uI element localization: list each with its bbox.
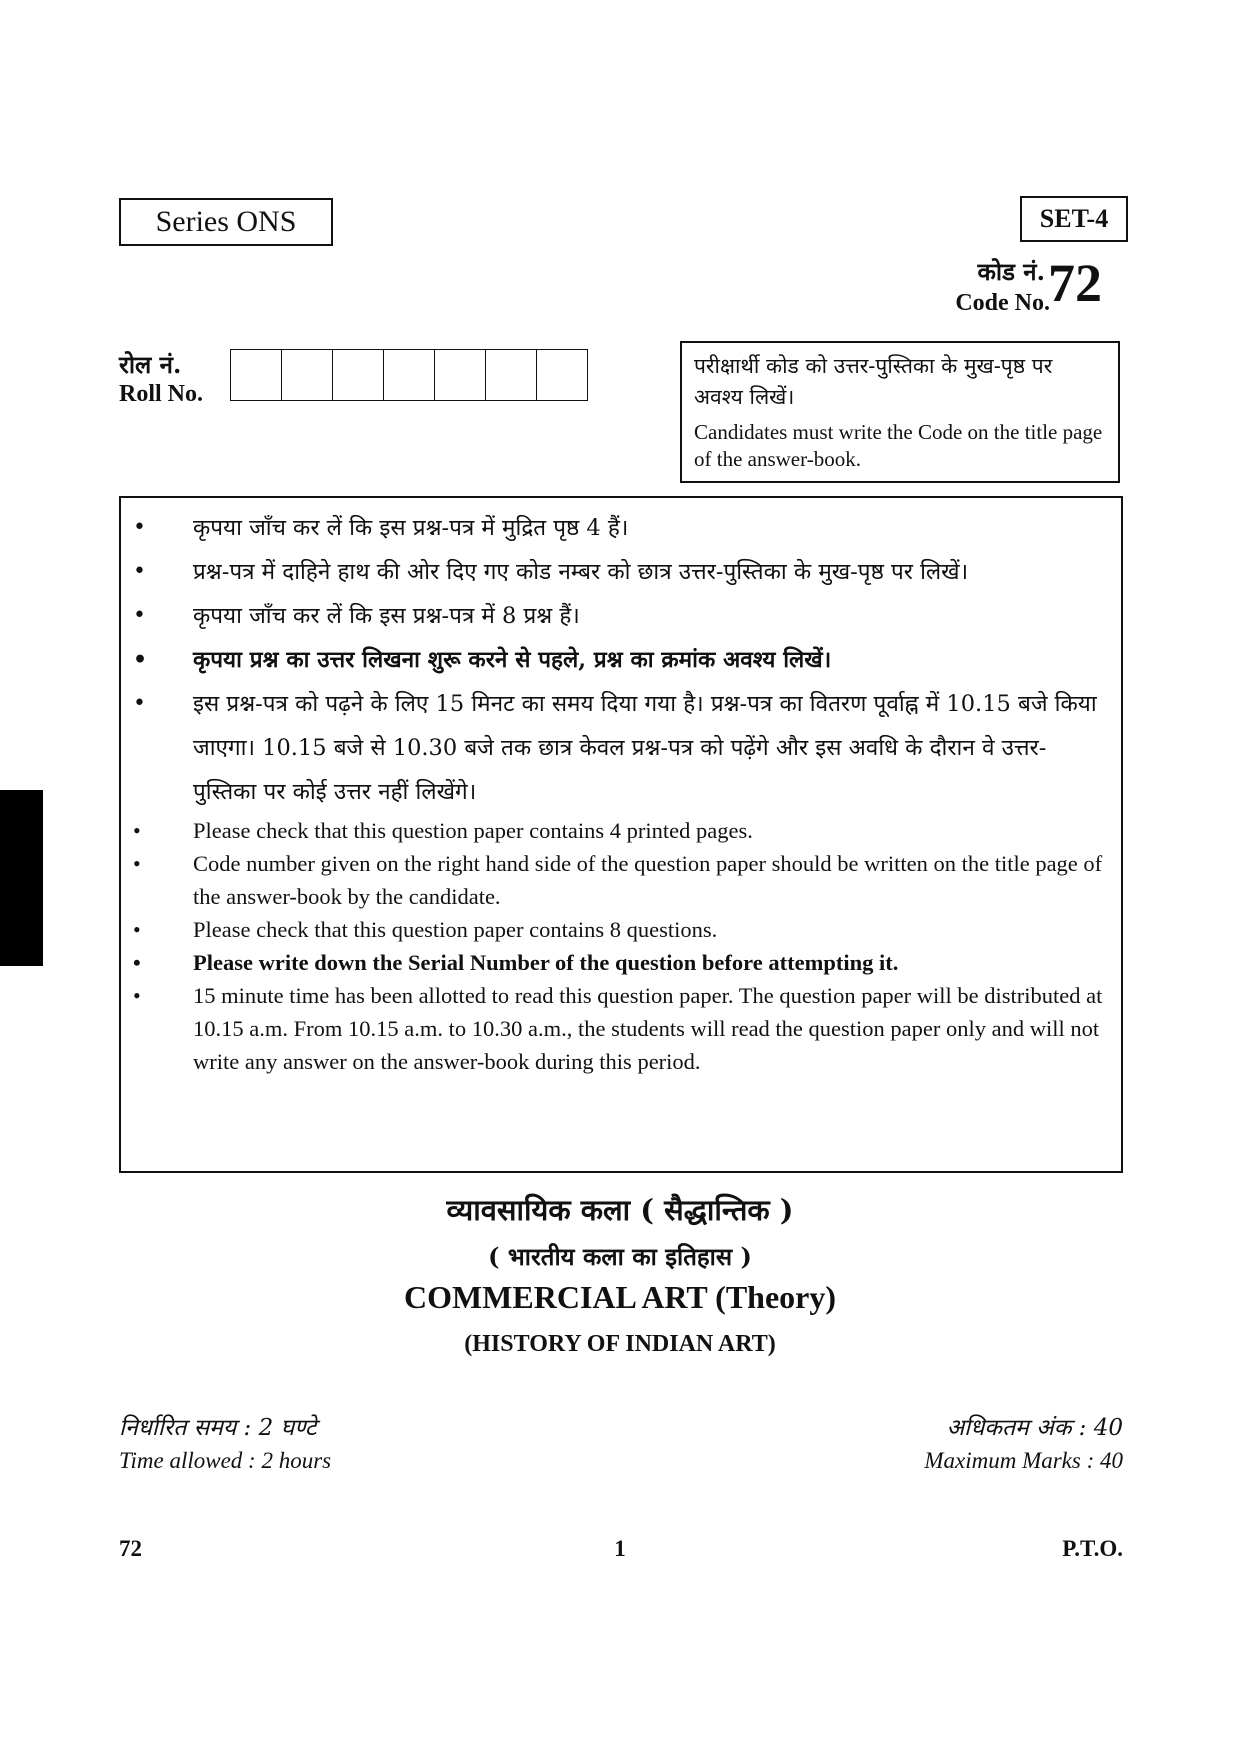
subject-title-hindi: व्यावसायिक कला ( सैद्धान्तिक ) — [446, 1193, 794, 1227]
roll-digit-box[interactable] — [486, 350, 537, 400]
instruction-item: • कृपया जाँच कर लें कि इस प्रश्न-पत्र में 8 प्रश्न हैं। — [121, 594, 1121, 638]
bullet-icon: • — [133, 603, 146, 628]
bullet-icon: • — [133, 559, 146, 584]
side-marker-bar — [0, 790, 43, 966]
max-marks-hindi: अधिकतम अंक : 40 — [946, 1415, 1123, 1441]
bullet-icon: • — [133, 950, 141, 975]
code-number: 72 — [1048, 253, 1102, 313]
instruction-item: • कृपया प्रश्न का उत्तर लिखना शुरू करने से पहले, प्रश्न का क्रमांक अवश्य लिखें। — [121, 638, 1121, 682]
footer-page-number: 1 — [614, 1536, 626, 1561]
subject-title-english: COMMERCIAL ART (Theory) — [403, 1279, 837, 1315]
roll-digit-box[interactable] — [282, 350, 333, 400]
code-label-hindi: कोड नं. — [977, 257, 1045, 286]
footer-pto: P.T.O. — [1062, 1536, 1123, 1561]
time-allowed-english: Time allowed : 2 hours — [119, 1448, 332, 1473]
instruction-item: • Please write down the Serial Number of the question before attempting it. — [121, 946, 1121, 979]
bullet-icon: • — [133, 917, 141, 942]
roll-digit-box[interactable] — [333, 350, 384, 400]
instructions-box — [119, 496, 1123, 1173]
instruction-item: • कृपया जाँच कर लें कि इस प्रश्न-पत्र में मुद्रित पृष्ठ 4 हैं। — [121, 506, 1121, 550]
instruction-item: • 15 minute time has been allotted to read this question paper. The question paper will be distributed at 10.15 a.m. From 10.15 a.m. to 10.30 a.m., the students will read the question paper only and will not write any answer on the answer-book during this period. — [121, 979, 1121, 1078]
series-label: Series ONS — [119, 198, 333, 246]
roll-digit-box[interactable] — [435, 350, 486, 400]
instruction-item: • Please check that this question paper contains 8 questions. — [121, 913, 1121, 946]
bullet-icon: • — [133, 515, 146, 540]
footer-code: 72 — [119, 1536, 142, 1561]
bullet-icon: • — [133, 983, 141, 1008]
bullet-icon: • — [133, 691, 146, 716]
time-allowed-hindi: निर्धारित समय : 2 घण्टे — [119, 1415, 317, 1441]
instruction-item: • Code number given on the right hand side of the question paper should be written on the title page of the answer-book by the candidate. — [121, 847, 1121, 913]
bullet-icon: • — [133, 818, 141, 843]
roll-digit-box[interactable] — [231, 350, 282, 400]
instruction-item: • प्रश्न-पत्र में दाहिने हाथ की ओर दिए गए कोड नम्बर को छात्र उत्तर-पुस्तिका के मुख-पृष्ठ पर लिखें। — [121, 550, 1121, 594]
note-hindi: परीक्षार्थी कोड को उत्तर-पुस्तिका के मुख-पृष्ठ पर अवश्य लिखें। — [694, 354, 1053, 409]
bullet-icon: • — [133, 851, 141, 876]
roll-label-english: Roll No. — [119, 381, 203, 407]
candidate-note-box — [680, 341, 1120, 483]
subject-subtitle-english: (HISTORY OF INDIAN ART) — [464, 1331, 776, 1357]
roll-label-hindi: रोल नं. — [119, 350, 182, 379]
roll-digit-box[interactable] — [384, 350, 435, 400]
max-marks-english: Maximum Marks : 40 — [924, 1448, 1123, 1473]
code-label-english: Code No. — [955, 290, 1050, 316]
bullet-icon: • — [133, 647, 148, 673]
note-english: Candidates must write the Code on the title page of the answer-book. — [694, 420, 1103, 471]
set-label: SET-4 — [1020, 196, 1128, 242]
subject-subtitle-hindi: ( भारतीय कला का इतिहास ) — [488, 1242, 752, 1271]
roll-number-boxes[interactable] — [230, 349, 588, 401]
instruction-item: • Please check that this question paper contains 4 printed pages. — [121, 814, 1121, 847]
instruction-item: • इस प्रश्न-पत्र को पढ़ने के लिए 15 मिनट का समय दिया गया है। प्रश्न-पत्र का वितरण पूर्वाह्न में 10.15 बजे किया जाएगा। 10.15 बजे से 10.30 बजे तक छात्र केवल प्रश्न-पत्र को पढ़ेंगे और इस अवधि के दौरान वे उत्तर-पुस्तिका पर कोई उत्तर नहीं लिखेंगे। — [121, 682, 1121, 814]
roll-digit-box[interactable] — [537, 350, 587, 400]
